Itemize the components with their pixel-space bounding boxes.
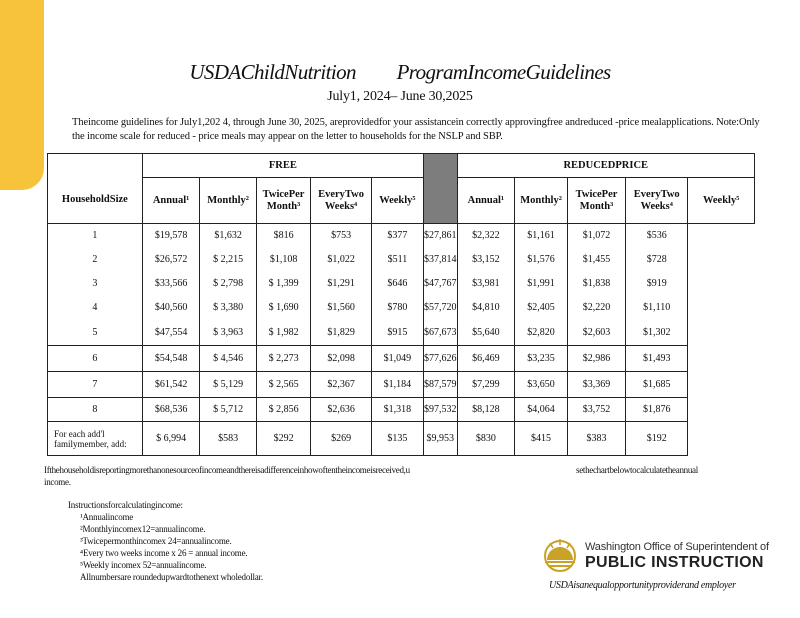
- free-monthly: $ 2,798: [200, 272, 256, 296]
- logo-line1: Washington Office of Superintendent of: [585, 541, 769, 553]
- free-weekly: $511: [371, 248, 423, 272]
- free-weekly: $1,049: [371, 346, 423, 372]
- free-monthly: $ 3,380: [200, 296, 256, 320]
- free-twice-month: $292: [256, 422, 311, 456]
- row-group-1-5: [48, 224, 755, 346]
- reduced-monthly: $4,810: [457, 296, 515, 320]
- reduced-two-weeks: $2,986: [567, 346, 625, 372]
- free-annual: $68,536: [142, 398, 200, 422]
- instruction-item: ³Twicepermonthincomex 24=annualincome.: [80, 536, 232, 546]
- reduced-weekly: $1,493: [626, 346, 688, 372]
- free-twice-month: $1,108: [256, 248, 311, 272]
- household-size: 8: [48, 398, 143, 422]
- household-size: 6: [48, 346, 143, 372]
- table-row: [48, 272, 755, 296]
- reduced-group-header: REDUCEDPRICE: [457, 154, 754, 178]
- table-row-additional: [48, 422, 755, 456]
- reduced-annual: $77,626: [424, 346, 458, 372]
- free-monthly: $ 5,712: [200, 398, 256, 422]
- reduced-twice-month: $1,991: [515, 272, 568, 296]
- reduced-weekly: $1,110: [626, 296, 688, 320]
- free-twice-month: $816: [256, 224, 311, 248]
- reduced-monthly: $2,322: [457, 224, 515, 248]
- reduced-monthly: $8,128: [457, 398, 515, 422]
- free-twice-month: $ 1,399: [256, 272, 311, 296]
- instruction-item: ⁵Weekly incomex 52=annualincome.: [80, 560, 207, 570]
- reduced-twice-month: $415: [515, 422, 568, 456]
- reduced-monthly: $830: [457, 422, 515, 456]
- reduced-monthly: $3,981: [457, 272, 515, 296]
- household-size: 2: [48, 248, 143, 272]
- free-weekly: $1,184: [371, 372, 423, 398]
- reduced-monthly: $3,152: [457, 248, 515, 272]
- reduced-twice-month: $3,650: [515, 372, 568, 398]
- instruction-item: ²Monthlyincomex12=annualincome.: [80, 524, 206, 534]
- free-weekly: $1,318: [371, 398, 423, 422]
- reduced-twice-month: $1,576: [515, 248, 568, 272]
- reduced-monthly: $7,299: [457, 372, 515, 398]
- table-row: [48, 296, 755, 320]
- reduced-annual: $57,720: [424, 296, 458, 320]
- free-twice-month: $ 2,273: [256, 346, 311, 372]
- free-col-weekly: Weekly⁵: [371, 178, 423, 224]
- reduced-two-weeks: $2,220: [567, 296, 625, 320]
- reduced-two-weeks: $3,369: [567, 372, 625, 398]
- reduced-annual: $27,861: [424, 224, 458, 248]
- instruction-item: ¹Annualincome: [80, 512, 134, 522]
- note-right: sethechartbelowtocalculatetheannual: [576, 465, 698, 475]
- household-size-header: HouseholdSize: [48, 178, 143, 224]
- reduced-two-weeks: $3,752: [567, 398, 625, 422]
- free-twice-month: $ 1,982: [256, 320, 311, 346]
- reduced-twice-month: $2,405: [515, 296, 568, 320]
- free-monthly: $1,632: [200, 224, 256, 248]
- free-col-twice-month: TwicePer Month³: [256, 178, 311, 224]
- instructions: [68, 499, 263, 583]
- blank-corner: [48, 154, 143, 178]
- free-two-weeks: $2,367: [311, 372, 371, 398]
- reduced-two-weeks: $2,603: [567, 320, 625, 346]
- free-two-weeks: $1,560: [311, 296, 371, 320]
- reduced-col-weekly: Weekly⁵: [688, 178, 755, 224]
- reduced-monthly: $6,469: [457, 346, 515, 372]
- reduced-weekly: $536: [626, 224, 688, 248]
- free-weekly: $377: [371, 224, 423, 248]
- reduced-col-twice-month: TwicePer Month³: [567, 178, 625, 224]
- income-table: [47, 153, 755, 456]
- household-size: 1: [48, 224, 143, 248]
- reduced-annual: $9,953: [424, 422, 458, 456]
- free-two-weeks: $753: [311, 224, 371, 248]
- free-annual: $47,554: [142, 320, 200, 346]
- multiple-income-note: [44, 464, 764, 488]
- table-row: [48, 248, 755, 272]
- equal-opportunity-statement: USDAisanequalopportunityproviderand employer: [549, 580, 736, 591]
- reduced-monthly: $5,640: [457, 320, 515, 346]
- free-group-header: FREE: [142, 154, 423, 178]
- table-row: [48, 320, 755, 346]
- reduced-two-weeks: $1,838: [567, 272, 625, 296]
- free-twice-month: $ 2,565: [256, 372, 311, 398]
- free-annual: $26,572: [142, 248, 200, 272]
- free-two-weeks: $1,291: [311, 272, 371, 296]
- logo-line2: PUBLIC INSTRUCTION: [585, 554, 764, 571]
- table-row: [48, 224, 755, 248]
- free-annual: $54,548: [142, 346, 200, 372]
- free-two-weeks: $2,636: [311, 398, 371, 422]
- household-size: 4: [48, 296, 143, 320]
- intro-text: Theincome guidelines for July1,202 4, through June 30, 2025, areprovidedfor your assistancein correctly approvingfree andreduced -price mealapplications. Note:Only the income scale for reduced - price meals may appear on the letter to households for the NSLP and SBP.: [72, 117, 760, 142]
- reduced-col-monthly: Monthly²: [515, 178, 568, 224]
- reduced-twice-month: $1,161: [515, 224, 568, 248]
- free-weekly: $915: [371, 320, 423, 346]
- reduced-col-two-weeks: EveryTwo Weeks⁴: [626, 178, 688, 224]
- reduced-twice-month: $3,235: [515, 346, 568, 372]
- free-monthly: $ 2,215: [200, 248, 256, 272]
- free-col-monthly: Monthly²: [200, 178, 256, 224]
- free-monthly: $ 3,963: [200, 320, 256, 346]
- free-two-weeks: $269: [311, 422, 371, 456]
- rising-sun-icon: [541, 536, 579, 572]
- household-size: 5: [48, 320, 143, 346]
- reduced-weekly: $919: [626, 272, 688, 296]
- reduced-annual: $67,673: [424, 320, 458, 346]
- separator-bar: [424, 154, 458, 224]
- free-annual: $33,566: [142, 272, 200, 296]
- household-size: 7: [48, 372, 143, 398]
- reduced-twice-month: $4,064: [515, 398, 568, 422]
- free-weekly: $646: [371, 272, 423, 296]
- reduced-annual: $97,532: [424, 398, 458, 422]
- reduced-weekly: $1,685: [626, 372, 688, 398]
- reduced-weekly: $1,876: [626, 398, 688, 422]
- free-col-two-weeks: EveryTwo Weeks⁴: [311, 178, 371, 224]
- reduced-two-weeks: $383: [567, 422, 625, 456]
- reduced-annual: $87,579: [424, 372, 458, 398]
- free-annual: $ 6,994: [142, 422, 200, 456]
- reduced-twice-month: $2,820: [515, 320, 568, 346]
- free-monthly: $ 4,546: [200, 346, 256, 372]
- reduced-two-weeks: $1,455: [567, 248, 625, 272]
- free-monthly: $ 5,129: [200, 372, 256, 398]
- reduced-annual: $37,814: [424, 248, 458, 272]
- household-size: 3: [48, 272, 143, 296]
- note-left: Ifthehouseholdisreportingmorethanonesourceofincomeandthereisadifferenceinhowoftentheincomeisreceived,u: [44, 465, 410, 475]
- ospi-logo: [541, 536, 769, 576]
- reduced-two-weeks: $1,072: [567, 224, 625, 248]
- reduced-weekly: $1,302: [626, 320, 688, 346]
- free-twice-month: $ 1,690: [256, 296, 311, 320]
- table-row: [48, 346, 755, 372]
- additional-member-label: For each add'l familymember, add:: [48, 422, 143, 456]
- free-twice-month: $ 2,856: [256, 398, 311, 422]
- date-range: July1, 2024– June 30,2025: [327, 89, 473, 104]
- page-title: [0, 60, 800, 85]
- reduced-col-annual: Annual¹: [457, 178, 515, 224]
- free-annual: $19,578: [142, 224, 200, 248]
- reduced-annual: $47,767: [424, 272, 458, 296]
- instructions-heading: Instructionsforcalculatingincome:: [68, 500, 183, 510]
- free-two-weeks: $1,022: [311, 248, 371, 272]
- reduced-weekly: $192: [626, 422, 688, 456]
- free-annual: $61,542: [142, 372, 200, 398]
- table-row: [48, 398, 755, 422]
- instruction-item: ⁴Every two weeks income x 26 = annual income.: [80, 548, 248, 558]
- title-left: USDAChildNutrition: [189, 60, 356, 84]
- free-monthly: $583: [200, 422, 256, 456]
- free-weekly: $135: [371, 422, 423, 456]
- free-weekly: $780: [371, 296, 423, 320]
- free-two-weeks: $2,098: [311, 346, 371, 372]
- free-col-annual: Annual¹: [142, 178, 200, 224]
- note-cont: income.: [44, 477, 71, 487]
- table-row: [48, 372, 755, 398]
- reduced-weekly: $728: [626, 248, 688, 272]
- rounding-note: Allnumbersare roundedupwardtothenext wholedollar.: [80, 572, 263, 582]
- free-two-weeks: $1,829: [311, 320, 371, 346]
- free-annual: $40,560: [142, 296, 200, 320]
- title-right: ProgramIncomeGuidelines: [396, 60, 611, 84]
